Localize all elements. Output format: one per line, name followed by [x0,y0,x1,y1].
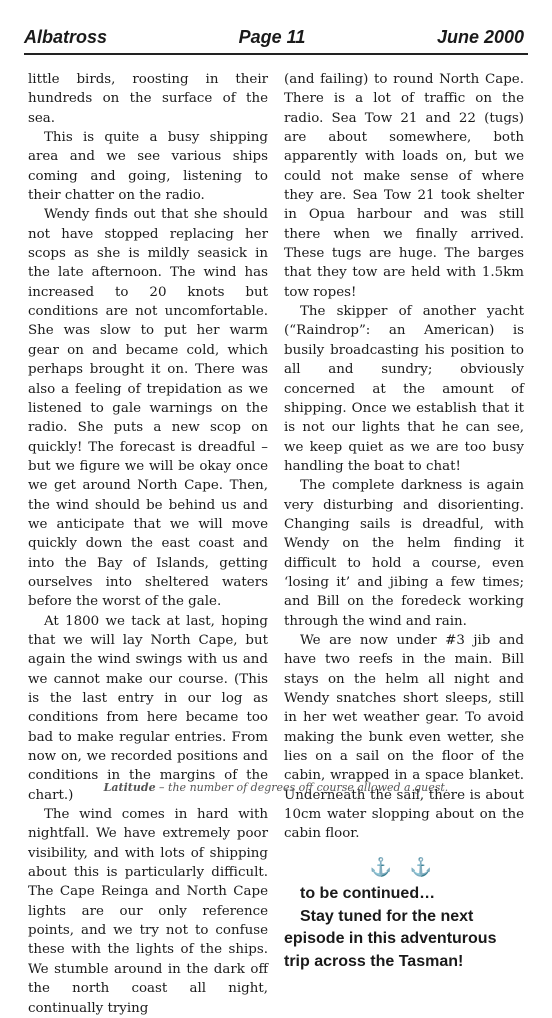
paragraph: This is quite a busy shipping area and we see various ships coming and going, listening to their chatter on the radio. [28,130,268,204]
paragraph: The wind comes in hard with nightfall. We have extremely poor visibility, and with lots of shipping about this is particularly difficult. The Cape Reinga and North Cape lights are our only reference points, and we try not to confuse these with the lights of the ships. We stumble around in the dark off the north coast all night, continually trying [28,807,268,1016]
right-column [284,70,524,973]
footer-quote [0,781,552,794]
to-be-continued: to be continued… [300,885,436,903]
left-column [28,70,268,1018]
paragraph: (and failing) to round North Cape. There is a lot of traffic on the radio. Sea Tow 21 and 22 (tugs) are about somewhere, both apparently with loads on, but we could not make sense of where they are. Sea Tow 21 took shelter in Opua harbour and was still there when we finally arrived. These tugs are huge. The barges that they tow are held with 1.5km tow ropes! [284,72,524,300]
paragraph: At 1800 we tack at last, hoping that we will lay North Cape, but again the wind swings with us and we cannot make our course. (This is the last entry in our log as conditions from here became too bad to make regular entries. From now on, we recorded positions and conditions in the margins of the chart.) [28,613,268,803]
anchor-ornament: ⚓ ⚓ [369,856,439,878]
publication-title: Albatross [24,26,108,47]
paragraph: Wendy finds out that she should not have stopped replacing her scops as she is mildly seasick in the late afternoon. The wind has increased to 20 knots but conditions are not uncomfortable. She was slow to put her warm gear on and became cold, which perhaps brought it on. There was also a feeling of trepidation as we listened to gale warnings on the radio. She puts a new scop on quickly! The forecast is dreadful – but we figure we will be okay once we get around North Cape. Then, the wind should be behind us and we anticipate that we will move quickly down the east coast and into the Bay of Islands, getting ourselves into sheltered waters before the worst of the gale. [28,207,268,610]
paragraph: The skipper of another yacht (“Raindrop”: an American) is busily broadcasting his position to all and sundry; obviously concerned at the amount of shipping. Once we establish that it is not our lights that he can see, we keep quiet as we are too busy handling the boat to chat! [284,304,524,474]
paragraph: We are now under #3 jib and have two reefs in the main. Bill stays on the helm all night and Wendy snatches short sleeps, still in her wet weather gear. To avoid making the bunk even wetter, she lies on a sail on the floor of the cabin, wrapped in a space blanket. Underneath the sail, there is about 10cm water slopping about on the cabin floor. [284,632,524,842]
page-header [24,24,524,50]
header-rule [24,53,528,55]
footer-term: Latitude [103,781,156,794]
stay-tuned-note: Stay tuned for the next episode in this adventurous trip across the Tasman! [284,907,497,970]
issue-date: June 2000 [436,26,524,47]
paragraph: The complete darkness is again very disturbing and disorienting. Changing sails is dreadful, with Wendy on the helm finding it difficult to hold a course, even ‘losing it’ and jibing a few times; and Bill on the foredeck working through the wind and rain. [284,478,524,629]
paragraph: little birds, roosting in their hundreds on the surface of the sea. [28,72,268,126]
page-number: Page 11 [238,26,306,47]
footer-definition: – the number of degrees off course allowed a guest. [155,781,449,794]
